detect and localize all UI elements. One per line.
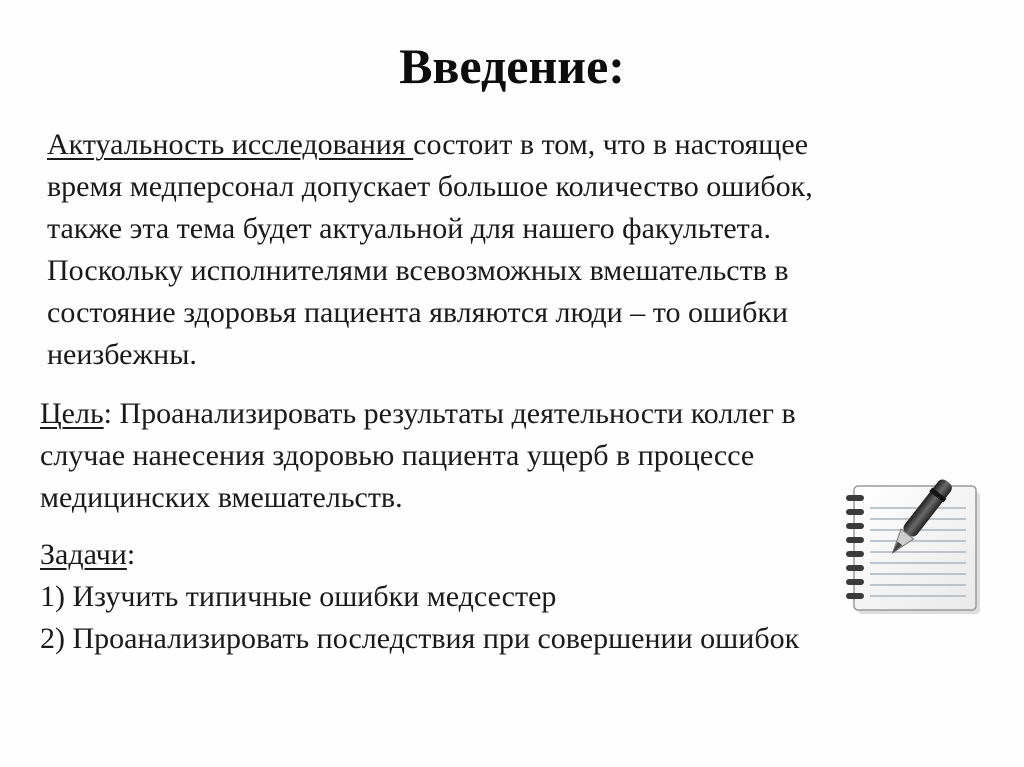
tasks-label: Задачи bbox=[40, 538, 127, 571]
notebook-pen-icon bbox=[836, 478, 986, 616]
goal-label: Цель bbox=[40, 397, 104, 430]
intro-paragraph bbox=[47, 124, 927, 376]
tasks-heading bbox=[40, 534, 940, 576]
intro-text-5: состояние здоровья пациента являются люди – то ошибки bbox=[47, 296, 788, 329]
tasks-paragraph bbox=[40, 534, 940, 660]
goal-text-3: медицинских вмешательств. bbox=[40, 481, 403, 514]
task-item-2: 2) Проанализировать последствия при совершении ошибок bbox=[40, 622, 800, 655]
intro-label: Актуальность исследования bbox=[47, 128, 414, 161]
goal-line-1 bbox=[40, 393, 920, 435]
intro-text-2: время медперсонал допускает большое количество ошибок, bbox=[47, 170, 813, 203]
task-item-1: 1) Изучить типичные ошибки медсестер bbox=[40, 580, 557, 613]
tasks-label-suffix: : bbox=[126, 538, 136, 571]
intro-text-4: Поскольку исполнителями всевозможных вмешательств в bbox=[47, 254, 789, 287]
intro-text-3: также эта тема будет актуальной для нашего факультета. bbox=[47, 212, 771, 245]
intro-line-1 bbox=[47, 124, 927, 166]
intro-text-6: неизбежны. bbox=[47, 338, 197, 371]
intro-text-1: состоит в том, что в настоящее bbox=[413, 128, 809, 161]
slide-title: Введение: bbox=[399, 38, 625, 94]
goal-text-1: : Проанализировать результаты деятельности коллег в bbox=[103, 397, 796, 430]
goal-text-2: случае нанесения здоровью пациента ущерб в процессе bbox=[40, 439, 755, 472]
goal-paragraph bbox=[40, 393, 920, 519]
